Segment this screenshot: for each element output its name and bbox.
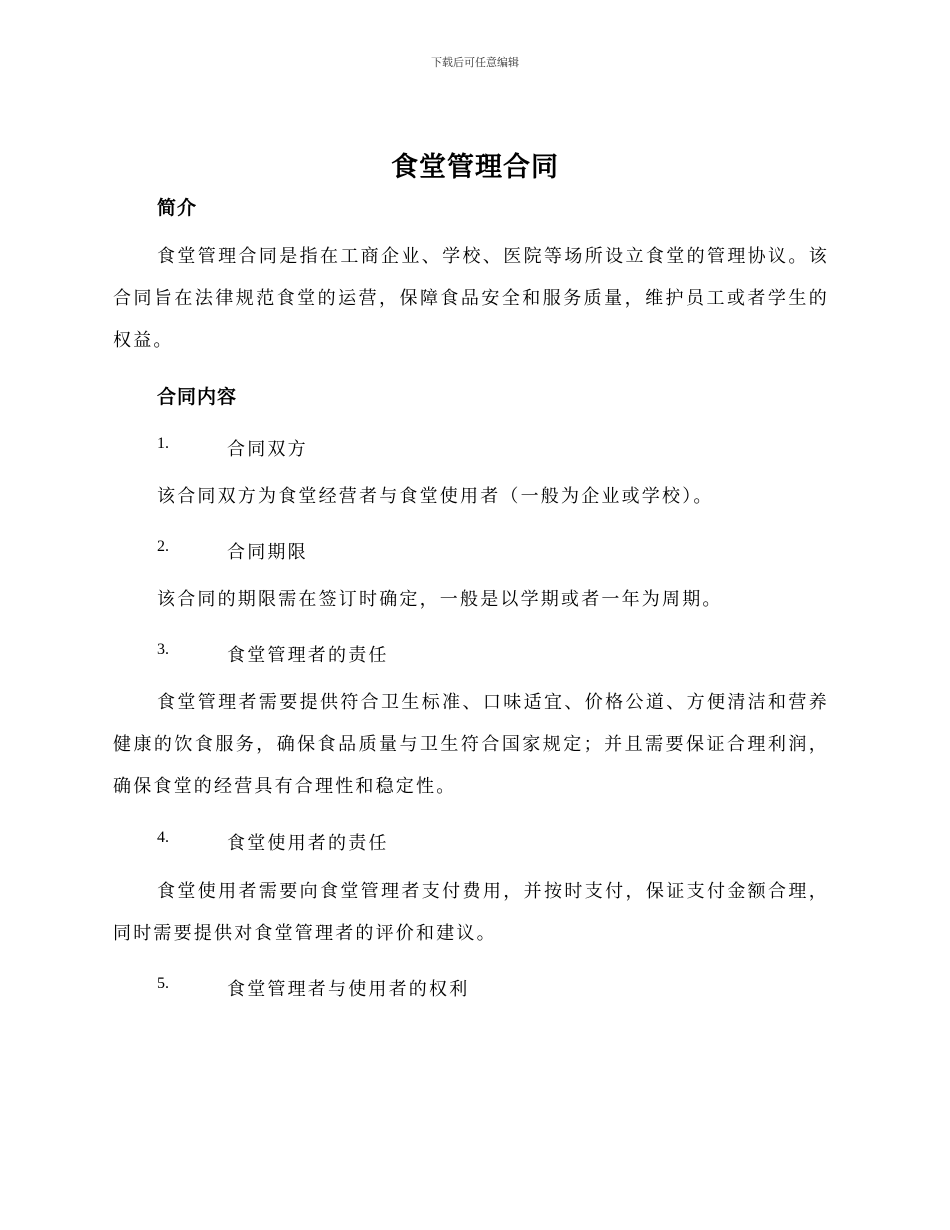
item-number: 1. [157, 435, 169, 452]
item-paragraph-2: 该合同的期限需在签订时确定，一般是以学期或者一年为周期。 [157, 589, 723, 610]
intro-paragraph: 食堂管理合同是指在工商企业、学校、医院等场所设立食堂的管理协议。该合同旨在法律规范食堂的运营，保障食品安全和服务质量，维护员工或者学生的权益。 [113, 246, 829, 351]
item-number: 4. [157, 829, 169, 846]
item-title: 合同期限 [227, 542, 308, 563]
intro-heading: 简介 [157, 197, 198, 219]
item-number: 2. [157, 538, 169, 555]
item-paragraph-3: 食堂管理者需要提供符合卫生标准、口味适宜、价格公道、方便清洁和营养健康的饮食服务，确保食品质量与卫生符合国家规定；并且需要保证合理利润，确保食堂的经营具有合理性和稳定性。 [113, 692, 829, 797]
item-number: 5. [157, 975, 169, 992]
item-title: 食堂管理者与使用者的权利 [227, 979, 470, 1000]
document-title: 食堂管理合同 [391, 152, 559, 183]
header-note: 下载后可任意编辑 [431, 56, 519, 69]
item-paragraph-4: 食堂使用者需要向食堂管理者支付费用，并按时支付，保证支付金额合理，同时需要提供对食堂管理者的评价和建议。 [113, 881, 829, 944]
item-number: 3. [157, 641, 169, 658]
content-heading: 合同内容 [157, 386, 238, 408]
item-paragraph-1: 该合同双方为食堂经营者与食堂使用者（一般为企业或学校）。 [157, 486, 714, 507]
item-title: 合同双方 [227, 439, 308, 460]
item-title: 食堂使用者的责任 [227, 833, 389, 854]
item-title: 食堂管理者的责任 [227, 645, 389, 666]
